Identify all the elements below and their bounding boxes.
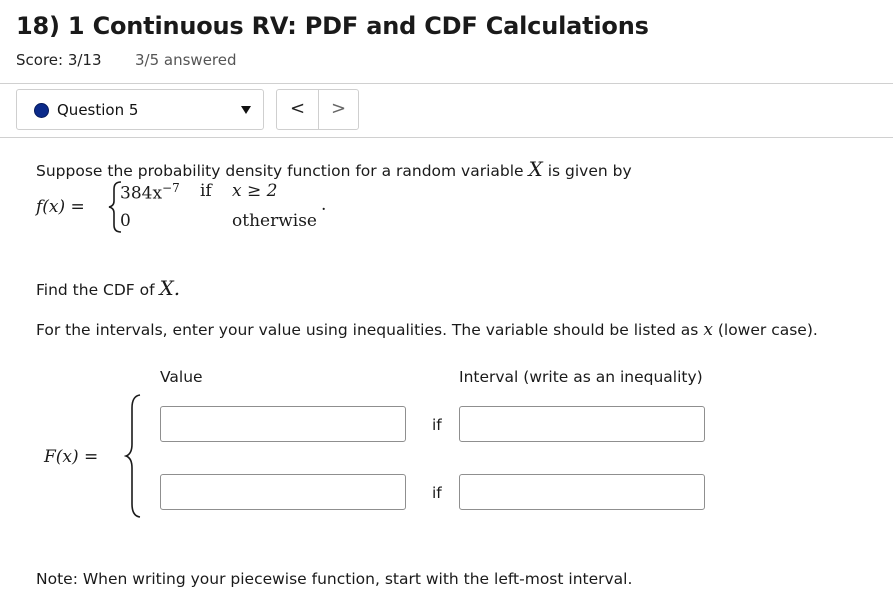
interval-column-header: Interval (write as an inequality) — [459, 368, 703, 386]
header-divider — [0, 83, 893, 84]
answered-count: 3/5 answered — [135, 51, 237, 69]
pdf-case1-condition: x ≥ 2 — [232, 181, 278, 201]
previous-question-button[interactable] — [277, 90, 319, 129]
intro-variable: X — [528, 157, 543, 181]
question-nav — [276, 89, 359, 130]
cdf-brace-icon — [124, 392, 144, 520]
pdf-case2-condition: otherwise — [232, 211, 317, 231]
intro-text: Suppose the probability density function for a random variable — [36, 162, 524, 180]
pdf-lhs: f(x) = — [36, 197, 85, 217]
find-cdf-prompt: Find the CDF of X. — [36, 276, 181, 300]
piecewise-note: Note: When writing your piecewise function, start with the left-most interval. — [36, 570, 633, 588]
pdf-case1-expr: $384x^{-7}$ — [120, 181, 180, 204]
question-select-label: Question 5 — [57, 101, 139, 119]
next-question-button[interactable] — [318, 90, 359, 129]
chevron-right-icon: > — [330, 98, 347, 119]
cdf-interval-input-1[interactable] — [459, 406, 705, 442]
cdf-value-input-2[interactable] — [160, 474, 406, 510]
value-column-header: Value — [160, 368, 203, 386]
page-title: 18) 1 Continuous RV: PDF and CDF Calculations — [16, 12, 649, 40]
pdf-case2-expr: 0 — [120, 211, 131, 231]
if-label-1: if — [432, 416, 442, 434]
intro-tail: is given by — [547, 162, 632, 180]
pdf-trailing-dot: . — [321, 195, 327, 215]
score-label: Score: 3/13 — [16, 51, 102, 69]
cdf-value-input-1[interactable] — [160, 406, 406, 442]
status-dot-icon — [34, 103, 49, 118]
chevron-left-icon: < — [289, 98, 306, 119]
pdf-case1-if: if — [200, 181, 212, 201]
problem-intro — [36, 157, 632, 181]
question-select[interactable] — [16, 89, 264, 130]
nav-divider — [0, 137, 893, 138]
if-label-2: if — [432, 484, 442, 502]
instructions: For the intervals, enter your value using inequalities. The variable should be listed as x (lower case). — [36, 320, 818, 340]
cdf-interval-input-2[interactable] — [459, 474, 705, 510]
caret-down-icon — [241, 106, 251, 114]
cdf-lhs: F(x) = — [44, 447, 99, 467]
